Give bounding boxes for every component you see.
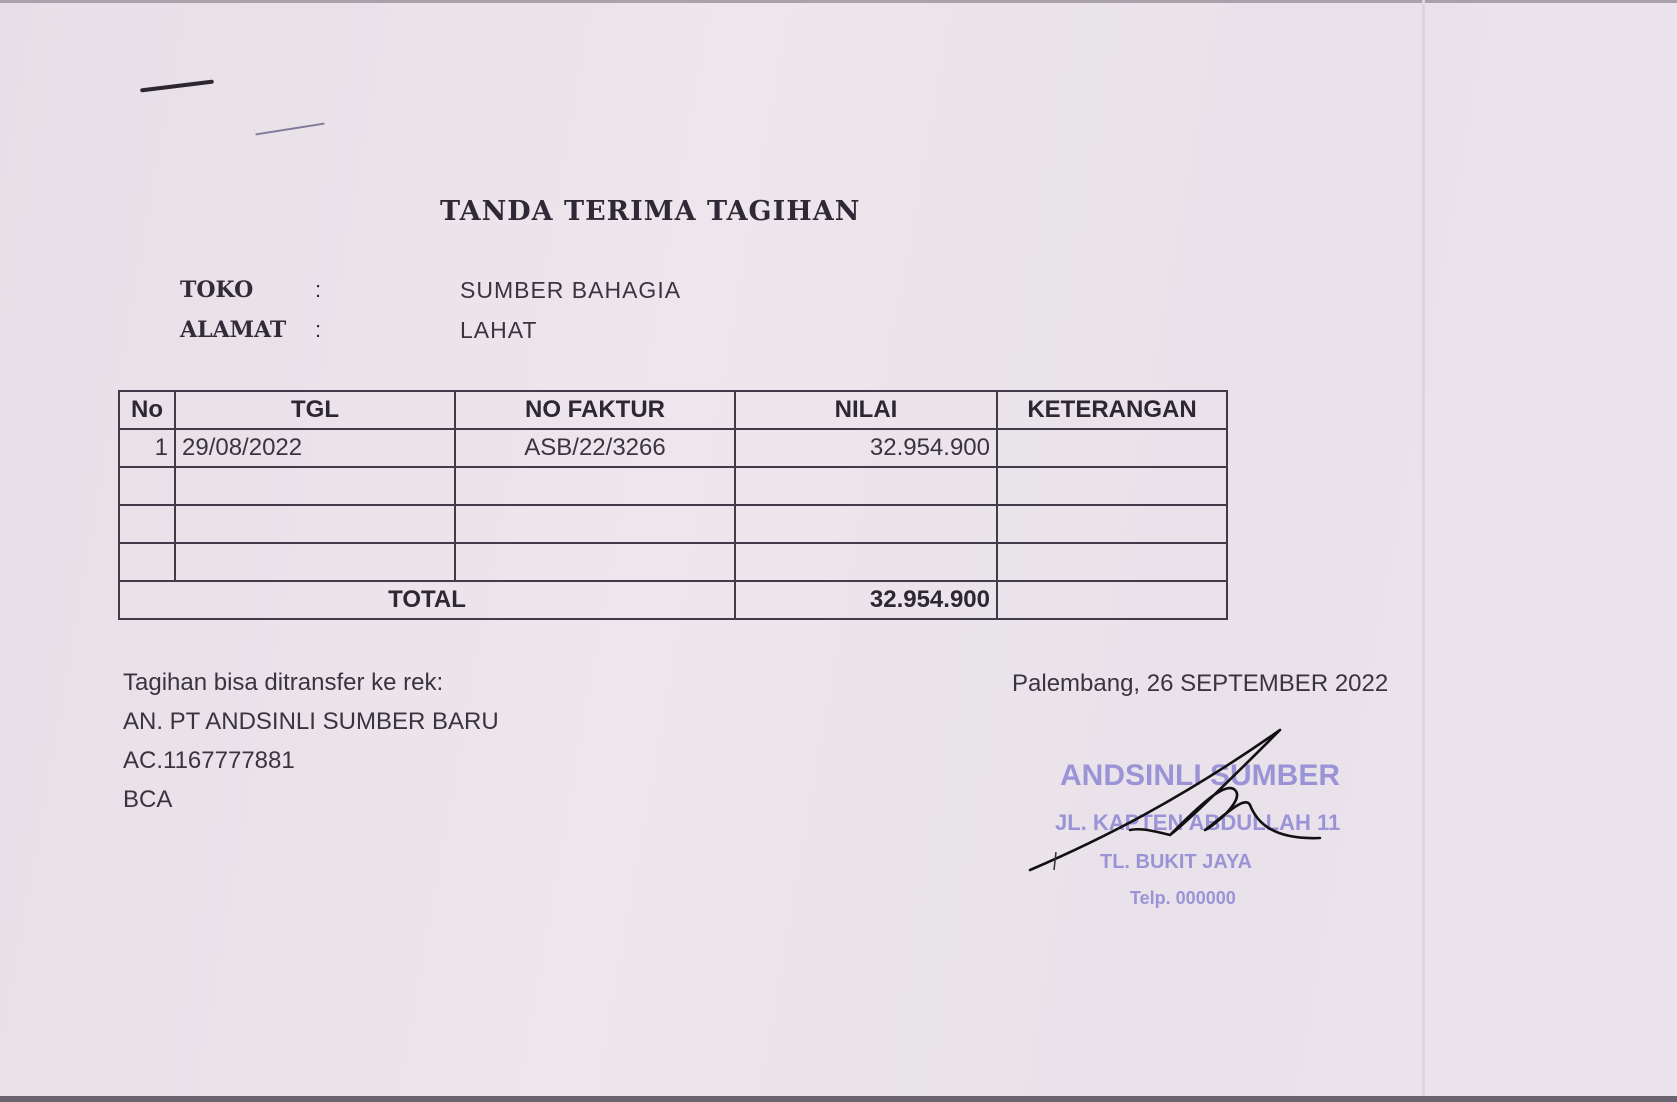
- table-row: [119, 543, 1227, 581]
- cell-no: [119, 543, 175, 581]
- table-total-row: [119, 581, 1227, 619]
- cell-no-faktur: ASB/22/3266: [455, 429, 735, 467]
- payment-note-account-number: AC.1167777881: [123, 747, 295, 774]
- cell-no-faktur: [455, 543, 735, 581]
- header-keterangan: KETERANGAN: [997, 391, 1227, 429]
- cell-keterangan: [997, 505, 1227, 543]
- stamp-line-3: TL. BUKIT JAYA: [1100, 851, 1252, 873]
- cell-nilai: 32.954.900: [735, 429, 997, 467]
- table-row: [119, 429, 1227, 467]
- header-tgl: TGL: [175, 391, 455, 429]
- store-value: SUMBER BAHAGIA: [460, 277, 682, 303]
- paper-bottom-edge: [0, 1096, 1677, 1102]
- cell-keterangan: [997, 543, 1227, 581]
- cell-no: [119, 467, 175, 505]
- header-no: No: [119, 391, 175, 429]
- cell-tgl: 29/08/2022: [175, 429, 455, 467]
- cell-no-faktur: [455, 467, 735, 505]
- cell-tgl: [175, 543, 455, 581]
- cell-no: [119, 505, 175, 543]
- cell-tgl: [175, 505, 455, 543]
- store-colon: :: [315, 277, 322, 302]
- cell-nilai: [735, 543, 997, 581]
- total-value: 32.954.900: [735, 581, 997, 619]
- address-value: LAHAT: [460, 317, 538, 343]
- total-keterangan: [997, 581, 1227, 619]
- payment-note-bank: BCA: [123, 786, 173, 813]
- store-label: TOKO: [180, 277, 254, 303]
- cell-nilai: [735, 505, 997, 543]
- address-label: ALAMAT: [180, 317, 287, 343]
- header-no-faktur: NO FAKTUR: [455, 391, 735, 429]
- place-date: Palembang, 26 SEPTEMBER 2022: [1012, 670, 1389, 697]
- payment-note-account-name: AN. PT ANDSINLI SUMBER BARU: [123, 708, 499, 735]
- paper-top-edge: [0, 0, 1677, 3]
- stamp-line-4: Telp. 000000: [1130, 888, 1236, 908]
- cell-keterangan: [997, 467, 1227, 505]
- paper-fold-line: [1422, 0, 1425, 1102]
- total-label: TOTAL: [119, 581, 735, 619]
- address-colon: :: [315, 317, 322, 342]
- cell-no: 1: [119, 429, 175, 467]
- stamp-line-1: ANDSINLI SUMBER: [1060, 759, 1341, 792]
- header-nilai: NILAI: [735, 391, 997, 429]
- signature: [1020, 720, 1350, 880]
- table-row: [119, 467, 1227, 505]
- cell-tgl: [175, 467, 455, 505]
- table-row: [119, 505, 1227, 543]
- payment-note-line1: Tagihan bisa ditransfer ke rek:: [123, 669, 444, 696]
- document-title: TANDA TERIMA TAGIHAN: [440, 196, 861, 227]
- table-header-row: [119, 391, 1227, 429]
- stamp-line-2: JL. KAPTEN ABDULLAH 11: [1055, 810, 1341, 835]
- invoice-table: [118, 390, 1228, 620]
- cell-nilai: [735, 467, 997, 505]
- cell-keterangan: [997, 429, 1227, 467]
- cell-no-faktur: [455, 505, 735, 543]
